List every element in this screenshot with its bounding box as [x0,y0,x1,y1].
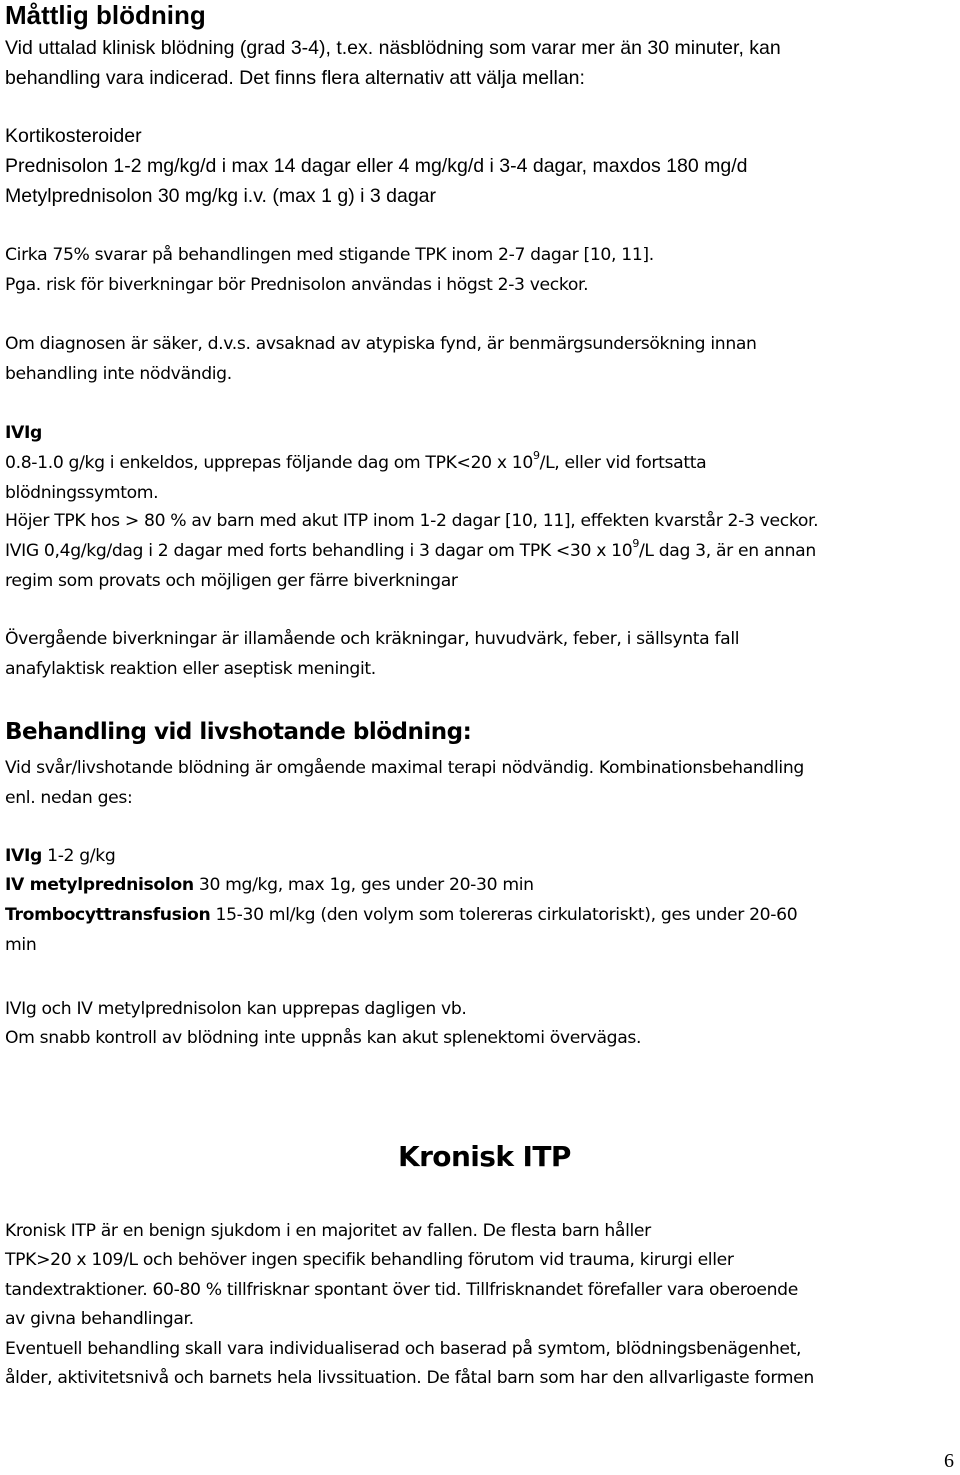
ivig-alternative: regim som provats och möjligen ger färre biverkningar [5,571,458,591]
repeat-text: IVIg och IV metylprednisolon kan upprepas dagligen vb. [5,999,467,1019]
side-effects: Övergående biverkningar är illamående och kräkningar, huvudvärk, feber, i sällsynta fall [5,629,740,649]
exponent: 9 [632,537,639,550]
ivig-dosage-text: /L, eller vid fortsatta [539,453,707,473]
ivig-alternative-text: IVIG 0,4g/kg/dag i 2 dagar med forts behandling i 3 dagar om TPK <30 x 10 [5,541,633,561]
heading-kronisk-itp: Kronisk ITP [398,1140,571,1173]
kronisk-paragraph-line: Eventuell behandling skall vara individualiserad och baserad på symtom, blödningsbenägenhet, [5,1339,802,1359]
kronisk-paragraph-line: TPK>20 x 109/L och behöver ingen specifik behandling förutom vid trauma, kirurgi eller [5,1250,734,1270]
treatment-item-trombocyt [5,900,797,930]
heading-mattlig-blodning: Måttlig blödning [5,0,206,30]
ivig-label-text: IVIg [5,423,42,443]
ivig-dosage [5,448,706,478]
livshotande-intro: Vid svår/livshotande blödning är omgående maximal terapi nödvändig. Kombinationsbehandling [5,758,804,778]
treatment-item-metylprednisolon [5,870,534,900]
kortikosteroider-label: Kortikosteroider [5,125,142,147]
kronisk-paragraph-line: tandextraktioner. 60-80 % tillfrisknar spontant över tid. Tillfrisknandet förefaller vara oberoende [5,1280,798,1300]
metylprednisolon-dosage: Metylprednisolon 30 mg/kg i.v. (max 1 g) i 3 dagar [5,185,436,207]
exponent: 9 [532,449,540,462]
treatment-label: IVIg [5,846,42,866]
ivig-effect: Höjer TPK hos > 80 % av barn med akut ITP inom 1-2 dagar [10, 11], effekten kvarstår 2-3 veckor. [5,511,819,531]
treatment-text: 30 mg/kg, max 1g, ges under 20-30 min [193,875,534,895]
paragraph-line: behandling vara indicerad. Det finns flera alternativ att välja mellan: [5,67,585,89]
response-rate-text: Cirka 75% svarar på behandlingen med stigande TPK inom 2-7 dagar [10, 11]. [5,245,654,265]
ivig-label [5,418,42,448]
ivig-dosage: blödningssymtom. [5,483,159,503]
prednisolon-dosage: Prednisolon 1-2 mg/kg/d i max 14 dagar eller 4 mg/kg/d i 3-4 dagar, maxdos 180 mg/d [5,155,748,177]
treatment-item-trombocyt: min [5,935,37,955]
treatment-text: 1-2 g/kg [42,846,116,866]
kronisk-paragraph-line: Kronisk ITP är en benign sjukdom i en majoritet av fallen. De flesta barn håller [5,1221,651,1241]
kronisk-paragraph-line: ålder, aktivitetsnivå och barnets hela livssituation. De fåtal barn som har den allvarligaste formen [5,1368,814,1388]
treatment-text: 15-30 ml/kg (den volym som tolereras cirkulatoriskt), ges under 20-60 [210,905,798,925]
treatment-item-ivig [5,841,115,871]
page-number: 6 [944,1450,954,1472]
ivig-alternative [5,536,816,566]
heading-livshotande: Behandling vid livshotande blödning: [5,719,472,745]
diagnosis-text: behandling inte nödvändig. [5,364,232,384]
risk-text: Pga. risk för biverkningar bör Prednisolon användas i högst 2-3 veckor. [5,275,589,295]
livshotande-intro: enl. nedan ges: [5,788,133,808]
paragraph-line: Vid uttalad klinisk blödning (grad 3-4), t.ex. näsblödning som varar mer än 30 minuter, kan [5,37,781,59]
ivig-dosage-text: 0.8-1.0 g/kg i enkeldos, upprepas följande dag om TPK<20 x 10 [5,453,533,473]
treatment-label: IV metylprednisolon [5,875,194,895]
treatment-label: Trombocyttransfusion [5,905,211,925]
side-effects: anafylaktisk reaktion eller aseptisk meningit. [5,659,376,679]
kronisk-paragraph-line: av givna behandlingar. [5,1309,194,1329]
ivig-alternative-text: /L dag 3, är en annan [638,541,816,561]
splenektomi-text: Om snabb kontroll av blödning inte uppnås kan akut splenektomi övervägas. [5,1028,642,1048]
diagnosis-text: Om diagnosen är säker, d.v.s. avsaknad av atypiska fynd, är benmärgsundersökning innan [5,334,757,354]
